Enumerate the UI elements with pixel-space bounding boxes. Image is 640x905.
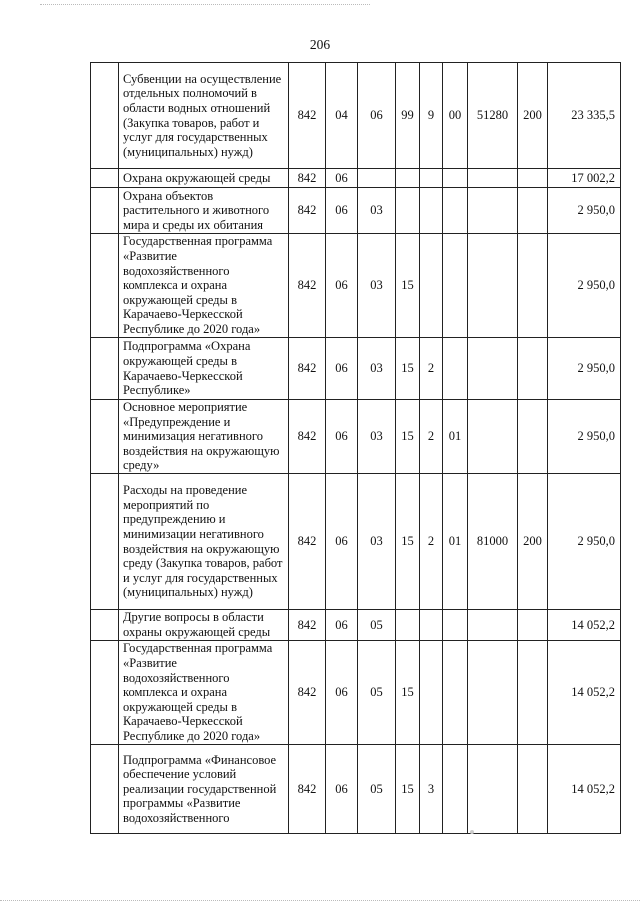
direction-code (468, 338, 518, 400)
direction-code: 81000 (468, 474, 518, 610)
empty-cell (91, 641, 119, 745)
row-name: Другие вопросы в области охраны окружающей среды (119, 610, 289, 641)
amount: 14 052,2 (548, 610, 621, 641)
measure-code: 00 (443, 63, 468, 169)
expense-type-code (518, 400, 548, 474)
subprogram-code (420, 188, 443, 234)
empty-cell (91, 400, 119, 474)
subprogram-code (420, 169, 443, 188)
table-row (91, 641, 621, 745)
expense-type-code (518, 610, 548, 641)
expense-type-code (518, 234, 548, 338)
measure-code (443, 641, 468, 745)
page-number: 206 (309, 37, 331, 52)
section-code: 06 (326, 474, 358, 610)
empty-cell (91, 188, 119, 234)
row-name: Охрана объектов растительного и животного мира и среды их обитания (119, 188, 289, 234)
program-code: 15 (396, 745, 420, 834)
ved-code: 842 (289, 400, 326, 474)
amount: 2 950,0 (548, 188, 621, 234)
program-code: 15 (396, 474, 420, 610)
program-code: 15 (396, 234, 420, 338)
subsection-code: 03 (358, 188, 396, 234)
measure-code: 01 (443, 474, 468, 610)
row-name: Субвенции на осуществление отдельных полномочий в области водных отношений (Закупка товаров, работ и услуг для государственных (муниципальных) нужд) (119, 63, 289, 169)
amount: 14 052,2 (548, 745, 621, 834)
empty-cell (91, 474, 119, 610)
direction-code (468, 188, 518, 234)
program-code: 15 (396, 641, 420, 745)
section-code: 06 (326, 641, 358, 745)
ved-code: 842 (289, 188, 326, 234)
table-row (91, 188, 621, 234)
subsection-code: 05 (358, 610, 396, 641)
direction-code (468, 169, 518, 188)
scan-edge-top (40, 4, 370, 5)
measure-code (443, 188, 468, 234)
measure-code (443, 234, 468, 338)
empty-cell (91, 610, 119, 641)
ved-code: 842 (289, 745, 326, 834)
amount: 2 950,0 (548, 234, 621, 338)
subprogram-code (420, 641, 443, 745)
row-name: Основное мероприятие «Предупреждение и минимизация негативного воздействия на окружающую среду» (119, 400, 289, 474)
empty-cell (91, 63, 119, 169)
subsection-code: 03 (358, 338, 396, 400)
program-code: 99 (396, 63, 420, 169)
subsection-code: 03 (358, 400, 396, 474)
scan-speck (470, 830, 474, 834)
ved-code: 842 (289, 474, 326, 610)
program-code: 15 (396, 338, 420, 400)
subsection-code: 03 (358, 234, 396, 338)
row-name: Государственная программа «Развитие водохозяйственного комплекса и охрана окружающей среды в Карачаево-Черкесской Республике до 2020 года» (119, 641, 289, 745)
program-code (396, 188, 420, 234)
ved-code: 842 (289, 63, 326, 169)
direction-code: 51280 (468, 63, 518, 169)
section-code: 06 (326, 400, 358, 474)
amount: 2 950,0 (548, 338, 621, 400)
table-row (91, 63, 621, 169)
row-name: Охрана окружающей среды (119, 169, 289, 188)
amount: 2 950,0 (548, 474, 621, 610)
subprogram-code: 2 (420, 400, 443, 474)
amount: 17 002,2 (548, 169, 621, 188)
measure-code: 01 (443, 400, 468, 474)
amount: 2 950,0 (548, 400, 621, 474)
table-row (91, 400, 621, 474)
direction-code (468, 400, 518, 474)
amount: 23 335,5 (548, 63, 621, 169)
program-code (396, 610, 420, 641)
section-code: 06 (326, 610, 358, 641)
subprogram-code: 9 (420, 63, 443, 169)
measure-code (443, 745, 468, 834)
row-name: Подпрограмма «Финансовое обеспечение условий реализации государственной программы «Развитие водохозяйственного (119, 745, 289, 834)
direction-code (468, 610, 518, 641)
subsection-code (358, 169, 396, 188)
table-row (91, 474, 621, 610)
amount: 14 052,2 (548, 641, 621, 745)
ved-code: 842 (289, 610, 326, 641)
row-name: Подпрограмма «Охрана окружающей среды в Карачаево-Черкесской Республике» (119, 338, 289, 400)
program-code: 15 (396, 400, 420, 474)
table-row (91, 169, 621, 188)
subprogram-code (420, 234, 443, 338)
expense-type-code: 200 (518, 474, 548, 610)
section-code: 06 (326, 745, 358, 834)
empty-cell (91, 234, 119, 338)
table-row (91, 745, 621, 834)
ved-code: 842 (289, 169, 326, 188)
expense-type-code (518, 169, 548, 188)
direction-code (468, 745, 518, 834)
section-code: 04 (326, 63, 358, 169)
subprogram-code: 2 (420, 338, 443, 400)
ved-code: 842 (289, 641, 326, 745)
expense-type-code (518, 338, 548, 400)
direction-code (468, 641, 518, 745)
empty-cell (91, 338, 119, 400)
empty-cell (91, 745, 119, 834)
ved-code: 842 (289, 234, 326, 338)
expense-type-code (518, 745, 548, 834)
subprogram-code (420, 610, 443, 641)
section-code: 06 (326, 169, 358, 188)
row-name: Государственная программа «Развитие водохозяйственного комплекса и охрана окружающей среды в Карачаево-Черкесской Республике до 2020 года» (119, 234, 289, 338)
expense-type-code (518, 641, 548, 745)
subsection-code: 06 (358, 63, 396, 169)
section-code: 06 (326, 188, 358, 234)
table-row (91, 610, 621, 641)
empty-cell (91, 169, 119, 188)
expense-type-code: 200 (518, 63, 548, 169)
subsection-code: 05 (358, 745, 396, 834)
measure-code (443, 169, 468, 188)
subsection-code: 03 (358, 474, 396, 610)
scan-edge-bottom (0, 900, 640, 901)
ved-code: 842 (289, 338, 326, 400)
section-code: 06 (326, 234, 358, 338)
measure-code (443, 338, 468, 400)
row-name: Расходы на проведение мероприятий по предупреждению и минимизации негативного воздействия на окружающую среду (Закупка товаров, работ и услуг для государственных (муниципальных) нужд) (119, 474, 289, 610)
table-row (91, 338, 621, 400)
table-row (91, 234, 621, 338)
section-code: 06 (326, 338, 358, 400)
program-code (396, 169, 420, 188)
subprogram-code: 3 (420, 745, 443, 834)
direction-code (468, 234, 518, 338)
measure-code (443, 610, 468, 641)
subsection-code: 05 (358, 641, 396, 745)
expense-type-code (518, 188, 548, 234)
subprogram-code: 2 (420, 474, 443, 610)
budget-table (90, 62, 621, 834)
